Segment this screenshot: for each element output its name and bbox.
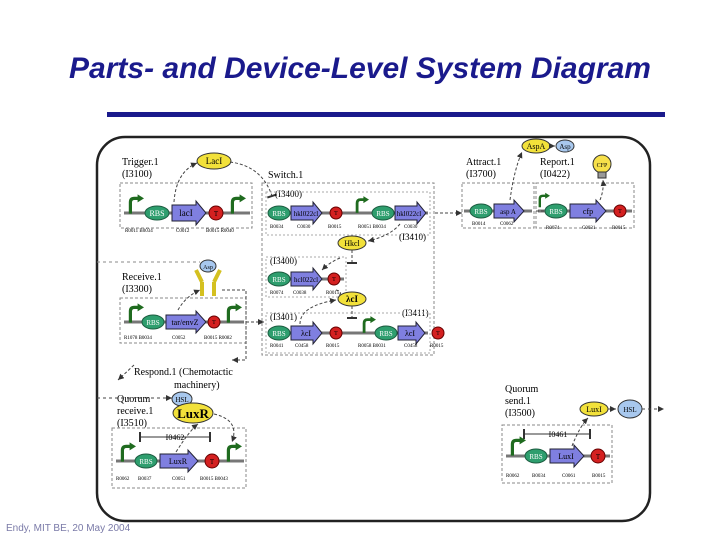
part-code: R1078 B0034 [124,336,152,341]
gene-label: asp A [500,208,516,216]
light-bulb-icon [593,155,611,178]
svg-text:Asp: Asp [203,265,213,271]
part-code: C0061 [562,474,576,479]
part-code: C0030 [297,225,311,230]
part-code: C0458 [404,344,418,349]
part-code: B0015 B0043 [200,477,228,482]
part-code: C0012 [176,229,190,234]
subdevice-id: (I3400) [275,189,302,199]
gene-label: LuxR [168,457,188,466]
part-code: R0062 [506,474,520,479]
promoter-icon [130,303,144,322]
protein-label: HSL [623,406,637,414]
device-label: Attract.1 [466,157,502,168]
protein-label: LacI [205,156,223,166]
device-label: receive.1 [117,406,154,417]
subdevice-id: I0461 [548,430,568,439]
terminator-label: T [334,211,338,217]
receptor-icon [196,260,220,296]
page-title: Parts- and Device-Level System Diagram [69,52,651,85]
part-code: C0052 [172,336,186,341]
part-code: R0041 [270,344,284,349]
part-code: C0051 [172,477,186,482]
part-code: B0015 [592,474,606,479]
terminator-label: T [209,458,215,466]
device-id: (I3300) [122,284,152,295]
rbs-label: RBS [272,210,286,218]
device-id: (I3100) [122,169,152,180]
protein-label: LuxI [586,405,602,414]
device-label: Switch.1 [268,170,304,181]
terminator-label: T [595,453,601,461]
part-code: B0037 [138,477,152,482]
protein-label: λcI [346,294,358,304]
gene-label: hkl022cl [293,210,319,218]
device-label: Trigger.1 [122,157,159,168]
promoter-icon [364,316,376,333]
part-code: B0015 [328,225,342,230]
protein-label: HSL [175,396,189,404]
rbs-label: RBS [149,209,165,218]
terminator-label: T [334,331,338,337]
rbs-label: RBS [549,208,563,216]
protein-label: Asp [559,143,571,151]
part-code: R0058 B0031 [358,344,386,349]
part-code: R0062 [116,477,130,482]
device-label: Quorum [117,394,151,405]
rbs-label: RBS [272,330,286,338]
device-id: machinery) [174,380,220,391]
rbs-label: RBS [379,330,393,338]
terminator-label: T [212,320,216,326]
rbs-label: RBS [139,458,153,466]
gene-label: λcI [300,329,312,338]
device-id: (I3700) [466,169,496,180]
promoter-icon [122,442,136,461]
part-code: B0014 [472,222,486,227]
gene-label: hcl022cl [293,276,319,284]
part-code: R0074 [546,226,560,231]
gene-label: lacI [179,208,193,218]
part-code: R0074 [270,291,284,296]
protein-label: Hkcl [344,239,360,248]
device-label: send.1 [505,396,531,407]
part-code: B0034 [532,474,546,479]
part-code: B0015 [612,226,626,231]
promoter-icon [232,194,246,213]
part-code: C0458 [295,344,309,349]
subdevice-id: I0462 [165,433,185,442]
rbs-label: RBS [272,276,286,284]
part-code: B0015 R0082 [204,336,232,341]
device-label: Receive.1 [122,272,162,283]
device-id: (I3510) [117,418,147,429]
promoter-icon [357,196,369,213]
subdevice-id: (I3400) [270,256,297,266]
gene-label: LuxI [558,452,574,461]
terminator-label: T [618,209,622,215]
promoter-icon [130,194,144,213]
promoter-icon [228,303,242,322]
part-code: R0015 [326,344,340,349]
part-code: R0015 [430,344,444,349]
protein-label: LuxR [177,406,209,421]
subdevice-id: (I3411) [402,308,429,318]
part-code: B0015 R0040 [206,229,234,234]
rbs-label: RBS [529,453,543,461]
part-code: C0031 [582,226,596,231]
terminator-label: T [213,210,219,218]
subdevice-id: (I3401) [270,312,297,322]
promoter-icon [228,442,242,461]
device-label: Report.1 [540,157,575,168]
rbs-label: RBS [474,208,488,216]
subdevice-id: (I3410) [399,232,426,242]
gene-label: tar/envZ [171,318,199,327]
part-code: C0030 [404,225,418,230]
device-label: Quorum [505,384,539,395]
promoter-icon [540,193,550,207]
protein-label: AspA [526,142,546,151]
device-id: (I0422) [540,169,570,180]
part-code: C0038 [293,291,307,296]
svg-text:CFP: CFP [596,163,608,169]
terminator-label: T [332,277,336,283]
gene-label: hkl022cl [396,210,422,218]
gene-label: λcI [404,329,416,338]
part-code: R0015 [326,291,340,296]
rbs-label: RBS [376,210,390,218]
part-code: B0034 [270,225,284,230]
device-label: Respond.1 (Chemotactic [134,367,233,378]
footer-citation: Endy, MIT BE, 20 May 2004 [6,523,131,534]
rbs-label: RBS [146,319,160,327]
promoter-icon [512,436,526,455]
part-code: C0062 [500,222,514,227]
part-code: R0011 B0034 [125,229,153,234]
terminator-label: T [436,331,440,337]
gene-label: cfp [582,207,594,216]
part-code: R0051 B0034 [358,225,386,230]
device-id: (I3500) [505,408,535,419]
